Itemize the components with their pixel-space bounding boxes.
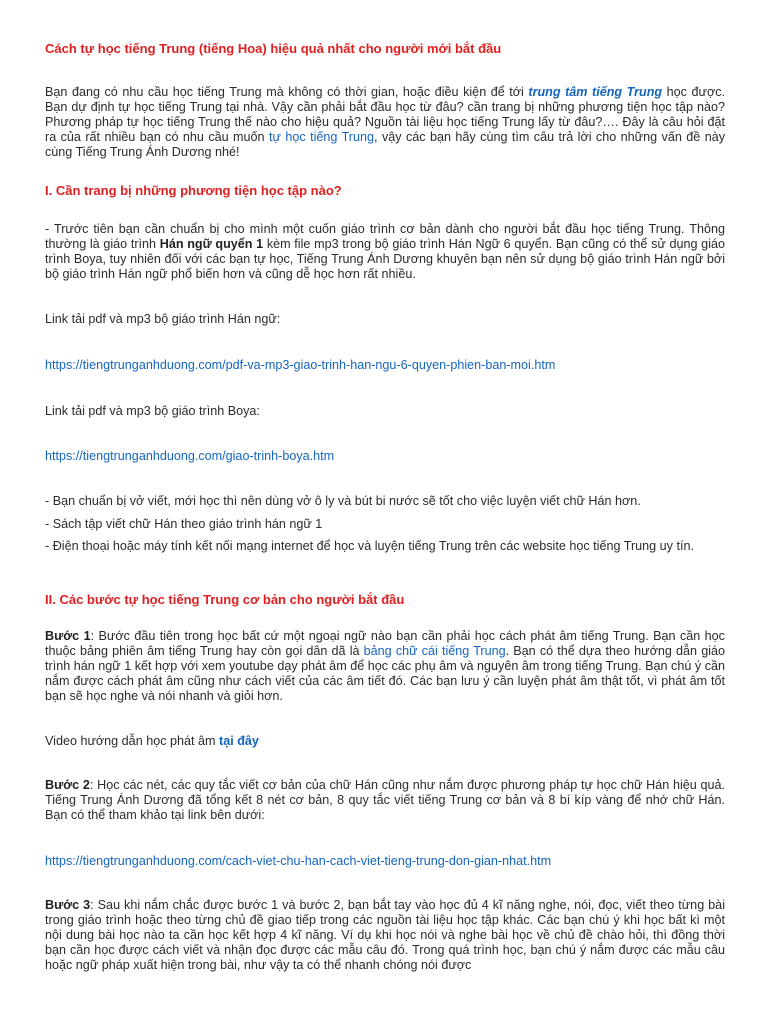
- boya-download-link[interactable]: https://tiengtrunganhduong.com/giao-trinh-boya.htm: [45, 449, 335, 463]
- step-3-label: Bước 3: [45, 898, 91, 912]
- link-tu-hoc-tieng-trung[interactable]: tự học tiếng Trung: [268, 130, 375, 144]
- cach-viet-chu-han-link[interactable]: https://tiengtrunganhduong.com/cach-viet-chu-han-cach-viet-tieng-trung-don-gian-nhat.htm: [45, 854, 552, 868]
- link-bang-chu-cai[interactable]: bảng chữ cái tiếng Trung: [363, 644, 506, 658]
- section-1-heading: I. Cần trang bị những phương tiện học tập nào?: [45, 183, 342, 198]
- step-2-text: : Học các nét, các quy tắc viết cơ bản của chữ Hán cũng như nắm được phương pháp tự học chữ Hán hiệu quả. Tiếng Trung Ánh Dương đã tổng kết 8 nét cơ bản, 8 quy tắc viết tiếng Trung cơ bản và 8 bí kíp vàng để nhớ chữ Hán. Bạn có thể tham khảo tại link bên dưới:: [45, 778, 725, 822]
- page-title: Cách tự học tiếng Trung (tiếng Hoa) hiệu quả nhất cho người mới bắt đầu: [45, 41, 502, 56]
- han-ngu-book-name: Hán ngữ quyển 1: [159, 237, 264, 251]
- section-1-text-1: - Trước tiên bạn cần chuẩn bị cho mình một cuốn giáo trình cơ bản dành cho người bắt đầu học tiếng Trung. Thông thường là giáo trình: [45, 222, 725, 251]
- han-ngu-download-link[interactable]: https://tiengtrunganhduong.com/pdf-va-mp3-giao-trinh-han-ngu-6-quyen-phien-ban-moi.htm: [45, 358, 556, 372]
- han-ngu-link-row: [45, 358, 725, 373]
- step-1-paragraph: [45, 629, 725, 704]
- section-2-heading: II. Các bước tự học tiếng Trung cơ bản cho người bắt đầu: [45, 592, 405, 607]
- step-2-label: Bước 2: [45, 778, 90, 792]
- section-1-text-2: kèm file mp3 trong bộ giáo trình Hán Ngữ 6 quyển. Bạn cũng có thể sử dụng giáo trình Boya, tuy nhiên đối với các bạn tự học, Tiếng Trung Ánh Dương khuyên bạn nên sử dụng bộ giáo trình Hán ngữ bởi bộ giáo trình Hán ngữ phổ biến hơn và cũng dễ học hơn rất nhiều.: [45, 237, 725, 281]
- link-trung-tam-tieng-trung[interactable]: trung tâm tiếng Trung: [528, 85, 663, 99]
- step-2-paragraph: [45, 778, 725, 823]
- intro-text-2: học được. Bạn dự định tự học tiếng Trung tại nhà. Vậy cần phải bắt đầu học từ đâu? cần trang bị những phương tiện học tập nào? Phương pháp tự học tiếng Trung thế nào cho hiệu quả? Nguồn tài liệu học tiếng Trung lấy từ đâu?…. Đây là câu hỏi đặt ra của rất nhiều bạn có nhu cầu muốn: [45, 85, 726, 144]
- step-1-text-1: : Bước đầu tiên trong học bất cứ một ngoại ngữ nào bạn cần phải học cách phát âm tiếng Trung. Bạn cần học thuộc bảng phiên âm tiếng Trung hay còn gọi dân dã là: [45, 629, 725, 658]
- intro-paragraph: [45, 85, 725, 160]
- boya-link-row: [45, 449, 725, 464]
- boya-link-label: Link tải pdf và mp3 bộ giáo trình Boya:: [45, 404, 260, 418]
- video-line: [45, 734, 725, 749]
- step-1-text-2: . Bạn có thể dựa theo hướng dẫn giáo trình hán ngữ 1 kết hợp với xem youtube dạy phát âm để học các phụ âm và nguyên âm trong tiếng Trung. Bạn chú ý cần nắm được cách phát âm cũng như cách viết của các âm tiết đó. Các bạn lưu ý cần luyện phát âm thật tốt, vì phát âm tốt bạn sẽ học nghe và nói nhanh và giỏi hơn.: [45, 644, 725, 703]
- han-ngu-link-label: Link tải pdf và mp3 bộ giáo trình Hán ngữ:: [45, 312, 281, 326]
- video-link[interactable]: tại đây: [219, 734, 259, 748]
- video-label: Video hướng dẫn học phát âm: [45, 734, 220, 748]
- section-1-paragraph: [45, 222, 725, 282]
- intro-text-3: , vậy các bạn hãy cùng tìm câu trả lời cho những vấn đề này cùng Tiếng Trung Ánh Dương nhé!: [45, 130, 726, 159]
- step-2-link-row: [45, 854, 725, 869]
- intro-text-1: Bạn đang có nhu cầu học tiếng Trung mà không có thời gian, hoặc điều kiện để tới: [45, 85, 529, 99]
- list-item: - Sách tập viết chữ Hán theo giáo trình hán ngữ 1: [45, 517, 323, 531]
- step-3-paragraph: [45, 898, 725, 973]
- list-item: - Điện thoại hoặc máy tính kết nối mạng internet để học và luyện tiếng Trung trên các website học tiếng Trung uy tín.: [45, 539, 694, 553]
- list-item: - Bạn chuẩn bị vở viết, mới học thì nên dùng vở ô ly và bút bi nước sẽ tốt cho việc luyện viết chữ Hán hơn.: [45, 494, 641, 508]
- step-3-text: : Sau khi nắm chắc được bước 1 và bước 2, bạn bắt tay vào học đủ 4 kĩ năng nghe, nói, đọc, viết theo từng bài trong giáo trình hoặc theo từng chủ đề giao tiếp trong các nguồn tài liệu học tập khác. Các bạn chú ý khi học bất kì một nội dung bài học nào ta cần học kết hợp 4 kĩ năng. Ví dụ khi học nói và nghe bài học về chủ đề chào hỏi, thì đồng thời bạn cần học được cách viết và nhận đọc được các mẫu câu đó. Trong quá trình học, bạn chú ý nắm được các mẫu câu hoặc ngữ pháp xuất hiện trong bài, như vậy ta có thể nhanh chóng nói được: [45, 898, 725, 972]
- step-1-label: Bước 1: [45, 629, 91, 643]
